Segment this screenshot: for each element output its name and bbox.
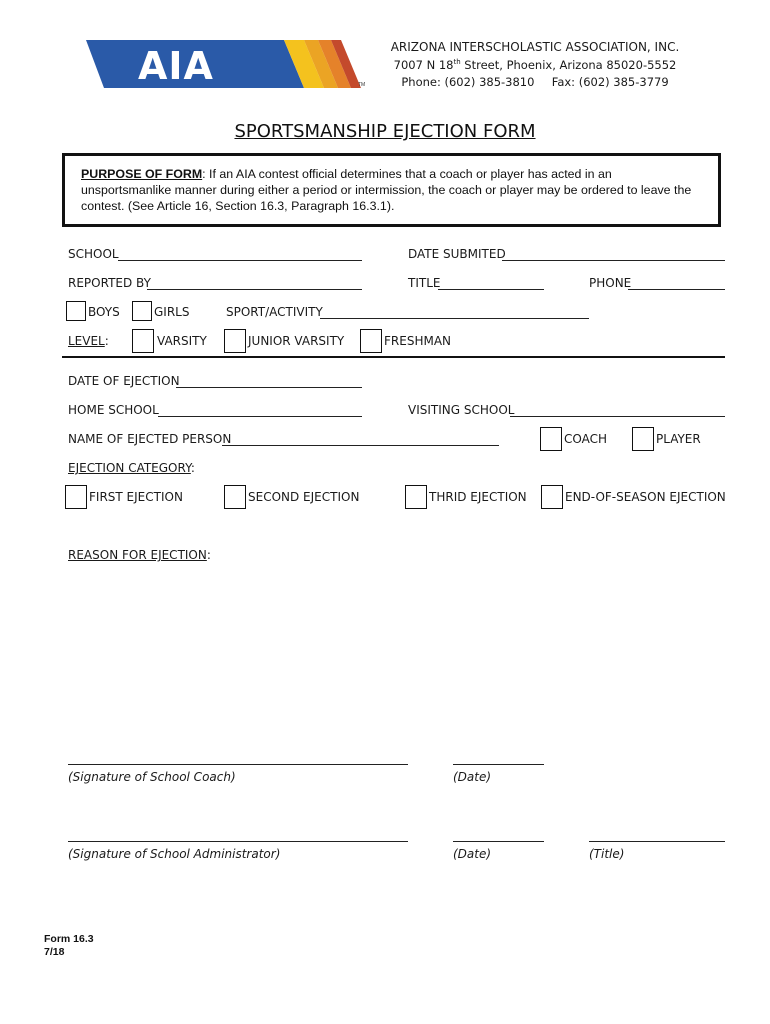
ejected-person-field[interactable] [222,445,499,446]
aia-logo [86,40,366,92]
coach-label: COACH [564,432,608,446]
reason-area[interactable] [66,566,726,746]
freshman-label: FRESHMAN [384,334,452,348]
home-school-field[interactable] [158,416,362,417]
section-divider [62,356,725,358]
first-ejection-label: FIRST EJECTION [89,490,183,504]
third-ejection-checkbox[interactable] [405,485,427,509]
coach-date-line[interactable] [453,764,544,765]
date-of-ejection-label: DATE OF EJECTION [68,374,180,388]
reason-label-text: REASON FOR EJECTION [68,548,207,562]
school-field[interactable] [118,260,362,261]
third-ejection-label: THRID EJECTION [429,490,527,504]
reported-by-field[interactable] [147,289,362,290]
coach-signature-label: (Signature of School Coach) [68,770,236,784]
sport-activity-field[interactable] [320,318,589,319]
admin-title-line[interactable] [589,841,725,842]
org-address [380,58,690,72]
purpose-label: PURPOSE OF FORM [81,167,203,181]
date-submitted-label: DATE SUBMITED [408,247,506,261]
reason-label [68,548,211,562]
ejection-category-label [68,461,195,475]
aia-logo-graphic [86,40,366,92]
girls-checkbox[interactable] [132,301,152,321]
purpose-text: : If an AIA contest official determines that a coach or player has acted in an unsportsmanlike manner during either a period or intermission, the coach or player may be ordered to leave the contest. (See Article 16, Section 16.3, Paragraph 16.3.1). [81,167,692,213]
org-contact [380,75,690,89]
visiting-school-label: VISITING SCHOOL [408,403,515,417]
form-revision: 7/18 [44,946,65,958]
purpose-box [62,153,721,227]
visiting-school-field[interactable] [510,416,725,417]
admin-signature-line[interactable] [68,841,408,842]
varsity-label: VARSITY [157,334,207,348]
address-sup: th [453,58,461,67]
reported-by-label: REPORTED BY [68,276,151,290]
first-ejection-checkbox[interactable] [65,485,87,509]
sport-activity-label: SPORT/ACTIVITY [226,305,323,319]
form-number: Form 16.3 [44,933,94,945]
junior-varsity-checkbox[interactable] [224,329,246,353]
freshman-checkbox[interactable] [360,329,382,353]
end-of-season-checkbox[interactable] [541,485,563,509]
reason-colon: : [206,548,211,562]
phone-field[interactable] [628,289,725,290]
coach-signature-line[interactable] [68,764,408,765]
level-label-text: LEVEL [68,334,105,348]
boys-checkbox[interactable] [66,301,86,321]
org-phone: Phone: (602) 385-3810 [401,75,535,89]
player-label: PLAYER [656,432,701,446]
level-label [68,334,109,348]
school-label: SCHOOL [68,247,119,261]
org-fax: Fax: (602) 385-3779 [551,75,669,89]
girls-label: GIRLS [154,305,190,319]
logo-text: AIA [138,44,214,88]
coach-date-label: (Date) [453,770,492,784]
ejection-category-colon: : [190,461,195,475]
admin-date-line[interactable] [453,841,544,842]
phone-label: PHONE [589,276,632,290]
second-ejection-checkbox[interactable] [224,485,246,509]
logo-trademark: TM [358,82,366,88]
title-field[interactable] [438,289,544,290]
admin-date-label: (Date) [453,847,492,861]
date-of-ejection-field[interactable] [176,387,362,388]
admin-title-label: (Title) [589,847,625,861]
address-part2: Street, Phoenix, Arizona 85020-5552 [460,58,677,72]
title-label: TITLE [408,276,441,290]
ejected-person-label: NAME OF EJECTED PERSON [68,432,232,446]
org-name: ARIZONA INTERSCHOLASTIC ASSOCIATION, INC. [390,40,680,54]
end-of-season-label: END-OF-SEASON EJECTION [565,490,726,504]
address-part1: 7007 N 18 [393,58,454,72]
home-school-label: HOME SCHOOL [68,403,159,417]
junior-varsity-label: JUNIOR VARSITY [248,334,345,348]
ejection-category-text: EJECTION CATEGORY [68,461,191,475]
form-title: SPORTSMANSHIP EJECTION FORM [234,121,536,142]
date-submitted-field[interactable] [502,260,725,261]
admin-signature-label: (Signature of School Administrator) [68,847,281,861]
boys-label: BOYS [88,305,120,319]
coach-checkbox[interactable] [540,427,562,451]
player-checkbox[interactable] [632,427,654,451]
second-ejection-label: SECOND EJECTION [248,490,360,504]
level-colon: : [104,334,109,348]
varsity-checkbox[interactable] [132,329,154,353]
